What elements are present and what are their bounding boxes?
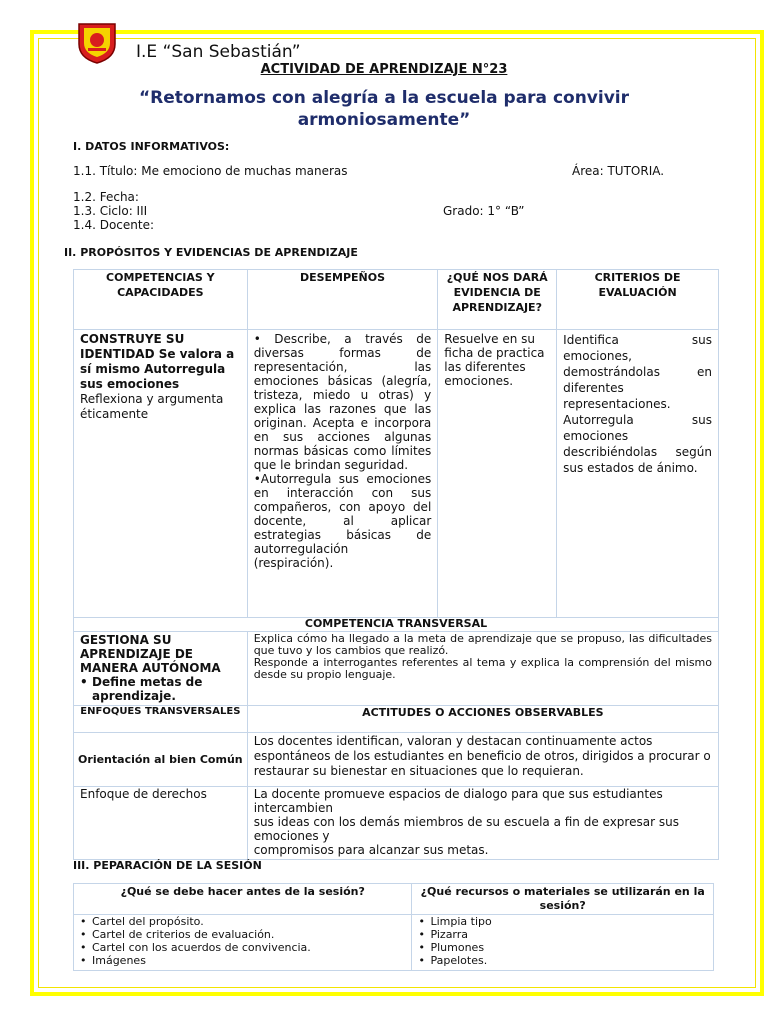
list-item: • Cartel con los acuerdos de convivencia. (74, 941, 411, 954)
datos-fecha: 1.2. Fecha: (73, 190, 139, 204)
header-criterios: CRITERIOS DE EVALUACIÓN (557, 270, 719, 330)
criterio-1: Identifica sus emociones, demostrándolas en diferentes representaciones. (563, 333, 712, 411)
transversal-desc-2: Responde a interrogantes referentes al tema y explica la comprensión del mismo desde su propio lenguaje. (253, 656, 712, 681)
list-item: • Papelotes. (412, 954, 713, 967)
datos-grado: Grado: 1° “B” (443, 204, 525, 218)
list-item: • Pizarra (412, 928, 713, 941)
header-antes: ¿Qué se debe hacer antes de la sesión? (74, 884, 412, 915)
desempenos-cell (247, 330, 438, 618)
competencia-normal: Reflexiona y argumenta éticamente (80, 392, 224, 421)
enfoque-bien-comun: Orientación al bien Común (74, 733, 248, 787)
enfoque-derechos-line-2: sus ideas con los demás miembros de su escuela a fin de expresar sus emociones y (253, 815, 679, 843)
criterios-cell (557, 330, 719, 618)
list-item: • Limpia tipo (412, 915, 713, 928)
list-item: • Imágenes (74, 954, 411, 967)
header-desempenos: DESEMPEÑOS (247, 270, 438, 330)
header-evidencia: ¿QUÉ NOS DARÁ EVIDENCIA DE APRENDIZAJE? (438, 270, 557, 330)
school-name: I.E “San Sebastián” (136, 42, 301, 62)
transversal-desc-1: Explica cómo ha llegado a la meta de aprendizaje que se propuso, las dificultades que tuvo y los cambios que realizó. (253, 632, 712, 657)
transversal-competencia-cell (74, 632, 248, 706)
school-crest-icon (76, 22, 118, 64)
list-item: • Cartel del propósito. (74, 915, 411, 928)
desempeno-2: •Autorregula sus emociones en interacción con sus compañeros, con apoyo del docente, al aplicar estrategias básicas de autorregulación (respiración). (253, 472, 432, 570)
transversal-heading: COMPETENCIA TRANSVERSAL (74, 618, 719, 632)
transversal-title: GESTIONA SU APRENDIZAJE DE MANERA AUTÓNOMA (80, 633, 221, 675)
propositos-table (73, 269, 719, 860)
header-competencias: COMPETENCIAS Y CAPACIDADES (74, 270, 248, 330)
transversal-item: • Define metas de aprendizaje. (80, 675, 203, 703)
propositos-heading: II. PROPÓSITOS Y EVIDENCIAS DE APRENDIZAJE (64, 246, 358, 259)
competencia-cell (74, 330, 248, 618)
enfoque-derechos-desc (247, 787, 718, 860)
list-item: • Plumones (412, 941, 713, 954)
enfoques-heading: ENFOQUES TRANSVERSALES (74, 706, 248, 733)
enfoque-bien-comun-desc: Los docentes identifican, valoran y destacan continuamente actos espontáneos de los estudiantes en beneficio de otros, dirigidos a procurar o restaurar su bienestar en situaciones que lo requieran. (247, 733, 718, 787)
transversal-desc-cell (247, 632, 718, 706)
datos-heading: I. DATOS INFORMATIVOS: (73, 140, 230, 153)
preparacion-table (73, 883, 714, 971)
recursos-cell (412, 915, 714, 971)
datos-ciclo: 1.3. Ciclo: III (73, 204, 148, 218)
enfoque-derechos: Enfoque de derechos (74, 787, 248, 860)
activity-number: ACTIVIDAD DE APRENDIZAJE N°23 (260, 62, 508, 77)
preparacion-heading: III. PEPARACIÓN DE LA SESIÓN (73, 859, 262, 872)
antes-cell (74, 915, 412, 971)
datos-area: Área: TUTORIA. (572, 164, 665, 178)
enfoque-derechos-line-1: La docente promueve espacios de dialogo para que sus estudiantes intercambien (253, 787, 663, 815)
header-recursos: ¿Qué recursos o materiales se utilizarán en la sesión? (412, 884, 714, 915)
enfoque-derechos-line-3: compromisos para alcanzar sus metas. (253, 843, 489, 857)
desempeno-1: • Describe, a través de diversas formas de representación, las emociones básicas (alegría, tristeza, miedo u otras) y explica las razones que las originan. Acepta e incorpora en sus acciones algunas normas básicas como límites que le brindan seguridad. (253, 332, 432, 472)
list-item: • Cartel de criterios de evaluación. (74, 928, 411, 941)
datos-titulo: 1.1. Título: Me emociono de muchas maneras (73, 164, 348, 178)
datos-docente: 1.4. Docente: (73, 218, 155, 232)
evidencia-cell: Resuelve en su ficha de practica las diferentes emociones. (438, 330, 557, 618)
actitudes-heading: ACTITUDES O ACCIONES OBSERVABLES (247, 706, 718, 733)
session-title: “Retornamos con alegría a la escuela para convivir armoniosamente” (138, 88, 630, 130)
competencia-bold: CONSTRUYE SU IDENTIDAD Se valora a sí mismo Autorregula sus emociones (80, 332, 235, 391)
criterio-2: Autorregula sus emociones describiéndolas según sus estados de ánimo. (563, 413, 712, 475)
